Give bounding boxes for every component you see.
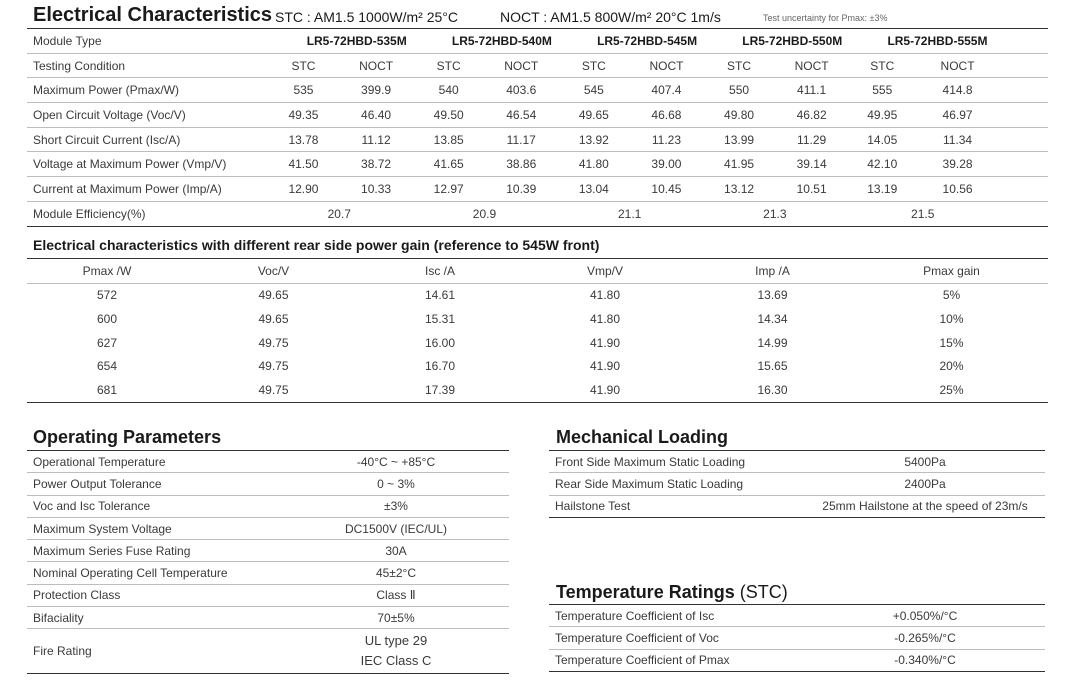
- cell: 49.65: [557, 103, 631, 128]
- efficiency-row: [27, 201, 1048, 226]
- table-row: [549, 605, 1045, 627]
- param-label: Maximum System Voltage: [27, 517, 283, 539]
- cell: 14.34: [757, 311, 788, 326]
- table-row: [27, 127, 1048, 152]
- param-label: Temperature Coefficient of Isc: [549, 605, 805, 627]
- table-row: [27, 378, 1048, 402]
- cell: 13.78: [267, 127, 341, 152]
- cell: 399.9: [340, 78, 412, 103]
- param-label: Temperature Coefficient of Pmax: [549, 649, 805, 671]
- cell: 10.33: [340, 177, 412, 202]
- column-header: Isc /A: [360, 259, 520, 284]
- param-value: 2400Pa: [805, 473, 1045, 495]
- cell: 15%: [939, 335, 964, 350]
- cell: 13.04: [557, 177, 631, 202]
- cell: 38.86: [485, 152, 557, 177]
- table-row: [27, 354, 1048, 378]
- cell: 600: [96, 311, 118, 326]
- cell: 49.80: [702, 103, 776, 128]
- cell: 14.99: [757, 335, 788, 350]
- testing-condition-row: [27, 53, 1048, 78]
- table-row: [27, 495, 509, 517]
- cell: 403.6: [485, 78, 557, 103]
- column-header: Pmax /W: [27, 259, 187, 284]
- table-header-row: [27, 259, 1048, 284]
- row-label: Open Circuit Voltage (Voc/V): [27, 103, 267, 128]
- cell: 46.97: [917, 103, 1048, 128]
- param-value: -0.340%/°C: [805, 649, 1045, 671]
- table-row: [27, 540, 509, 562]
- cell: 21.1: [557, 201, 702, 226]
- noct-header: NOCT: [776, 53, 848, 78]
- param-label: Maximum Series Fuse Rating: [27, 540, 283, 562]
- row-label: Module Efficiency(%): [27, 201, 267, 226]
- table-row: [27, 103, 1048, 128]
- stc-header: STC: [702, 53, 776, 78]
- cell: 49.65: [258, 288, 289, 303]
- noct-header: NOCT: [340, 53, 412, 78]
- cell: 49.50: [412, 103, 486, 128]
- cell: 21.5: [847, 201, 1048, 226]
- cell: 41.90: [589, 335, 621, 350]
- cell: 20.7: [267, 201, 412, 226]
- cell: 550: [702, 78, 776, 103]
- row-label: Maximum Power (Pmax/W): [27, 78, 267, 103]
- cell: 15.65: [757, 359, 788, 374]
- module-type-row: [27, 29, 1048, 54]
- cell: 5%: [942, 288, 961, 303]
- table-row: [549, 649, 1045, 671]
- cell: 11.12: [340, 127, 412, 152]
- table-row: [27, 78, 1048, 103]
- param-value: Class Ⅱ: [283, 584, 509, 606]
- param-value: 0 ~ 3%: [283, 473, 509, 495]
- table-row: [27, 562, 509, 584]
- cell: 46.40: [340, 103, 412, 128]
- cell: 11.23: [631, 127, 703, 152]
- cell: 13.19: [847, 177, 917, 202]
- row-label: Voltage at Maximum Power (Vmp/V): [27, 152, 267, 177]
- row-label: Module Type: [27, 29, 267, 54]
- param-value: 70±5%: [283, 607, 509, 629]
- table-row: [27, 152, 1048, 177]
- cell: 11.29: [776, 127, 848, 152]
- cell: 681: [27, 378, 187, 402]
- cell: 49.75: [258, 335, 289, 350]
- cell: 42.10: [847, 152, 917, 177]
- cell: 10.45: [631, 177, 703, 202]
- cell: 46.82: [776, 103, 848, 128]
- param-value: DC1500V (IEC/UL): [283, 517, 509, 539]
- cell: 627: [96, 335, 118, 350]
- row-label: Testing Condition: [27, 53, 267, 78]
- cell: 12.90: [267, 177, 341, 202]
- electrical-table: [27, 28, 1048, 227]
- cell: 16.30: [690, 378, 855, 402]
- param-label: Power Output Tolerance: [27, 473, 283, 495]
- param-value: [283, 629, 509, 674]
- mechanical-title: Mechanical Loading: [556, 427, 729, 447]
- param-value: 45±2°C: [283, 562, 509, 584]
- table-row: [549, 495, 1045, 517]
- cell: 540: [412, 78, 486, 103]
- cell: 13.69: [757, 288, 788, 303]
- fire-rating-iec: IEC Class C: [360, 653, 432, 669]
- param-label: Rear Side Maximum Static Loading: [549, 473, 805, 495]
- cell: 11.34: [917, 127, 1048, 152]
- table-row: [27, 451, 509, 473]
- cell: 13.92: [557, 127, 631, 152]
- temperature-title-suffix: (STC): [739, 582, 788, 602]
- param-label: Hailstone Test: [549, 495, 805, 517]
- table-row: [27, 283, 1048, 307]
- cell: 39.14: [776, 152, 848, 177]
- cell: 41.90: [589, 359, 621, 374]
- column-header: Vmp/V: [520, 259, 690, 284]
- cell: 572: [96, 288, 118, 303]
- cell: 20.9: [412, 201, 557, 226]
- cell: 41.90: [520, 378, 690, 402]
- cell: 41.50: [267, 152, 341, 177]
- table-row: [27, 584, 509, 606]
- param-label: Protection Class: [27, 584, 283, 606]
- cell: 654: [96, 359, 118, 374]
- uncertainty-note: Test uncertainty for Pmax: ±3%: [763, 13, 888, 23]
- column-header: Voc/V: [187, 259, 360, 284]
- operating-table: [27, 450, 509, 674]
- cell: 25%: [855, 378, 1048, 402]
- cell: 555: [847, 78, 917, 103]
- rear-gain-title: Electrical characteristics with different rear side power gain (reference to 545W front): [33, 237, 600, 253]
- table-row: [27, 607, 509, 629]
- cell: 16.70: [424, 359, 456, 374]
- model-header: LR5-72HBD-550M: [702, 29, 847, 54]
- cell: 41.65: [412, 152, 486, 177]
- param-value: 30A: [283, 540, 509, 562]
- param-value: -40°C ~ +85°C: [283, 451, 509, 473]
- stc-header: STC: [267, 53, 341, 78]
- cell: 14.61: [424, 288, 456, 303]
- param-label: Temperature Coefficient of Voc: [549, 627, 805, 649]
- param-label: Voc and Isc Tolerance: [27, 495, 283, 517]
- cell: 49.75: [258, 359, 289, 374]
- noct-header: NOCT: [631, 53, 703, 78]
- cell: 41.80: [589, 288, 621, 303]
- cell: 15.31: [424, 311, 456, 326]
- param-label: Bifaciality: [27, 607, 283, 629]
- mechanical-table: [549, 450, 1045, 518]
- temperature-table: [549, 604, 1045, 672]
- param-label: Nominal Operating Cell Temperature: [27, 562, 283, 584]
- table-row: [549, 473, 1045, 495]
- cell: 49.65: [258, 311, 289, 326]
- cell: 13.12: [702, 177, 776, 202]
- table-row: [549, 627, 1045, 649]
- cell: 411.1: [776, 78, 848, 103]
- table-row: [27, 307, 1048, 331]
- cell: 14.05: [847, 127, 917, 152]
- param-value: 25mm Hailstone at the speed of 23m/s: [805, 495, 1045, 517]
- cell: 11.17: [485, 127, 557, 152]
- cell: 535: [267, 78, 341, 103]
- cell: 46.68: [631, 103, 703, 128]
- cell: 49.75: [187, 378, 360, 402]
- column-header: Imp /A: [690, 259, 855, 284]
- cell: 39.28: [917, 152, 1048, 177]
- cell: 10%: [939, 311, 964, 326]
- row-label: Current at Maximum Power (Imp/A): [27, 177, 267, 202]
- param-value: ±3%: [283, 495, 509, 517]
- cell: 10.51: [776, 177, 848, 202]
- cell: 49.95: [847, 103, 917, 128]
- cell: 13.99: [702, 127, 776, 152]
- table-row: [27, 473, 509, 495]
- cell: 46.54: [485, 103, 557, 128]
- cell: 39.00: [631, 152, 703, 177]
- electrical-title: Electrical Characteristics: [33, 4, 273, 26]
- cell: 17.39: [360, 378, 520, 402]
- cell: 41.95: [702, 152, 776, 177]
- temperature-title: [556, 582, 788, 603]
- cell: 414.8: [917, 78, 1048, 103]
- rear-gain-table: [27, 258, 1048, 403]
- param-value: -0.265%/°C: [805, 627, 1045, 649]
- model-header: LR5-72HBD-535M: [267, 29, 412, 54]
- column-header: Pmax gain: [855, 259, 1048, 284]
- cell: 545: [557, 78, 631, 103]
- table-row: [27, 517, 509, 539]
- cell: 10.39: [485, 177, 557, 202]
- fire-rating-ul: UL type 29: [364, 633, 428, 649]
- cell: 41.80: [589, 311, 621, 326]
- noct-header: NOCT: [917, 53, 1048, 78]
- cell: 21.3: [702, 201, 847, 226]
- cell: 12.97: [412, 177, 486, 202]
- row-label: Short Circuit Current (Isc/A): [27, 127, 267, 152]
- table-row: [27, 331, 1048, 355]
- model-header: LR5-72HBD-555M: [847, 29, 1048, 54]
- model-header: LR5-72HBD-540M: [412, 29, 557, 54]
- fire-rating-row: [27, 629, 509, 674]
- noct-condition: NOCT : AM1.5 800W/m² 20°C 1m/s: [500, 9, 721, 25]
- cell: 49.35: [267, 103, 341, 128]
- cell: 38.72: [340, 152, 412, 177]
- cell: 10.56: [917, 177, 1048, 202]
- param-label: Operational Temperature: [27, 451, 283, 473]
- param-value: +0.050%/°C: [805, 605, 1045, 627]
- cell: 41.80: [557, 152, 631, 177]
- stc-condition: STC : AM1.5 1000W/m² 25°C: [275, 9, 458, 25]
- cell: 20%: [939, 359, 964, 374]
- cell: 16.00: [424, 335, 456, 350]
- table-row: [27, 177, 1048, 202]
- operating-title: Operating Parameters: [33, 427, 222, 447]
- model-header: LR5-72HBD-545M: [557, 29, 702, 54]
- param-label: Front Side Maximum Static Loading: [549, 451, 805, 473]
- noct-header: NOCT: [485, 53, 557, 78]
- table-row: [549, 451, 1045, 473]
- temperature-title-main: Temperature Ratings: [556, 582, 735, 602]
- cell: 407.4: [631, 78, 703, 103]
- stc-header: STC: [847, 53, 917, 78]
- cell: 13.85: [412, 127, 486, 152]
- stc-header: STC: [412, 53, 486, 78]
- param-label: Fire Rating: [27, 629, 283, 674]
- stc-header: STC: [557, 53, 631, 78]
- param-value: 5400Pa: [805, 451, 1045, 473]
